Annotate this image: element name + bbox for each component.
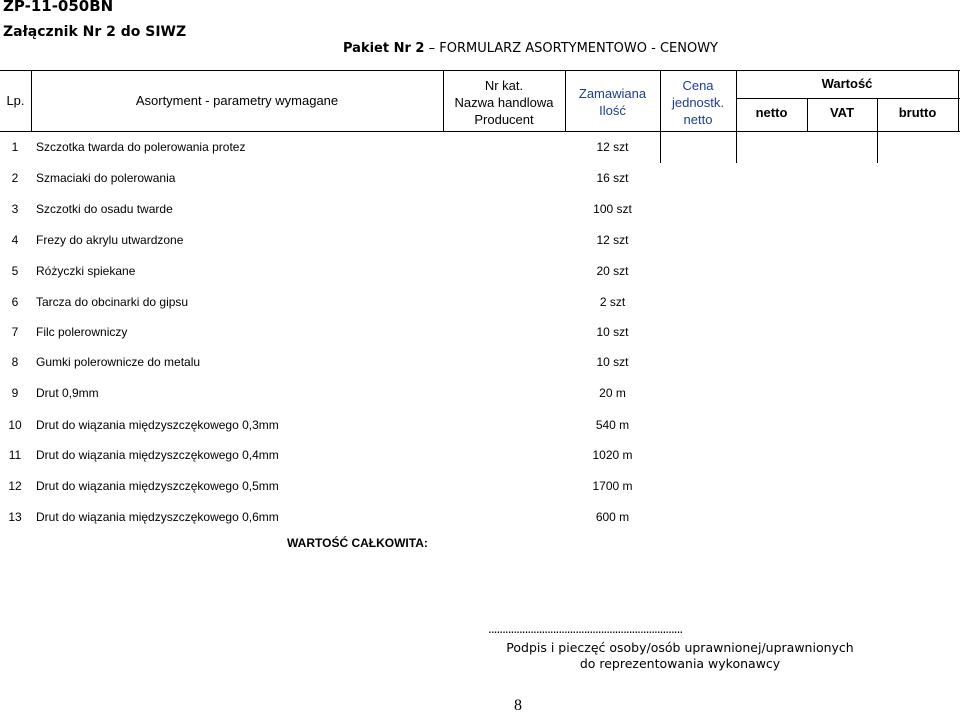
- row-quantity: 1020 m: [592, 448, 633, 462]
- annex-title: Załącznik Nr 2 do SIWZ: [3, 24, 187, 40]
- signature-caption: [480, 640, 880, 672]
- header-price-line3: netto: [683, 112, 713, 127]
- header-ordered-line2: Ilość: [599, 103, 626, 118]
- signature-caption-line2: do reprezentowania wykonawcy: [579, 656, 781, 671]
- row-lp: 13: [8, 510, 22, 524]
- row-lp: 2: [11, 171, 19, 185]
- row-quantity: 20 szt: [596, 264, 629, 278]
- row-item-name: Filc polerowniczy: [36, 325, 128, 339]
- header-catalog-line2: Nazwa handlowa: [454, 95, 554, 110]
- row-quantity: 16 szt: [596, 171, 629, 185]
- header-value-net: netto: [755, 105, 788, 120]
- row-item-name: Frezy do akrylu utwardzone: [36, 233, 184, 247]
- header-catalog: [443, 77, 565, 128]
- row-item-name: Drut do wiązania międzyszczękowego 0,5mm: [36, 479, 279, 493]
- row-quantity: 540 m: [595, 418, 630, 432]
- row-lp: 6: [11, 295, 19, 309]
- row-lp: 7: [11, 325, 19, 339]
- header-assortment: Asortyment - parametry wymagane: [135, 93, 339, 108]
- row-item-name: Drut do wiązania międzyszczękowego 0,6mm: [36, 510, 279, 524]
- row-item-name: Szczotki do osadu twarde: [36, 202, 173, 216]
- row-item-name: Tarcza do obcinarki do gipsu: [36, 295, 189, 309]
- header-catalog-line1: Nr kat.: [484, 78, 524, 93]
- row-lp: 11: [8, 448, 22, 462]
- row-lp: 10: [8, 418, 22, 432]
- header-price-line2: jednostk.: [671, 95, 725, 110]
- row-item-name: Szmaciaki do polerowania: [36, 171, 176, 185]
- signature-caption-line1: Podpis i pieczęć osoby/osób uprawnionej/uprawnionych: [506, 640, 854, 655]
- header-value-vat: VAT: [829, 105, 855, 120]
- document-code: ZP-11-050BN: [3, 0, 114, 15]
- row-item-name: Szczotka twarda do polerowania protez: [36, 140, 246, 154]
- header-ordered-line1: Zamawiana: [578, 86, 647, 101]
- row-quantity: 2 szt: [599, 295, 626, 309]
- signature-dotted-line: .....................................................................: [488, 622, 683, 636]
- total-value-label: WARTOŚĆ CAŁKOWITA:: [287, 536, 428, 550]
- header-unit-price: [660, 77, 736, 128]
- row-quantity: 12 szt: [596, 140, 629, 154]
- header-value: Wartość: [821, 76, 873, 91]
- row-quantity: 1700 m: [592, 479, 633, 493]
- header-ordered-qty: [565, 85, 660, 119]
- row-lp: 12: [8, 479, 22, 493]
- row-lp: 8: [11, 355, 19, 369]
- row-item-name: Drut do wiązania międzyszczękowego 0,3mm: [36, 418, 279, 432]
- row-lp: 9: [11, 386, 19, 400]
- header-lp: Lp.: [6, 93, 25, 108]
- header-catalog-line3: Producent: [474, 112, 534, 127]
- header-price-line1: Cena: [682, 78, 714, 93]
- row-item-name: Gumki polerownicze do metalu: [36, 355, 201, 369]
- package-form-name: – FORMULARZ ASORTYMENTOWO - CENOWY: [424, 41, 718, 56]
- package-number: Pakiet Nr 2: [343, 41, 425, 56]
- row-quantity: 10 szt: [596, 325, 629, 339]
- row-quantity: 20 m: [599, 386, 626, 400]
- row-lp: 4: [11, 233, 19, 247]
- row-quantity: 12 szt: [596, 233, 629, 247]
- row-lp: 5: [11, 264, 19, 278]
- row-item-name: Różyczki spiekane: [36, 264, 136, 278]
- row-item-name: Drut 0,9mm: [36, 386, 99, 400]
- row-quantity: 100 szt: [593, 202, 632, 216]
- row-quantity: 10 szt: [596, 355, 629, 369]
- package-title: [343, 41, 718, 56]
- header-value-gross: brutto: [898, 105, 937, 120]
- row-item-name: Drut do wiązania międzyszczękowego 0,4mm: [36, 448, 279, 462]
- row-lp: 3: [11, 202, 19, 216]
- row-quantity: 600 m: [595, 510, 630, 524]
- page-number: 8: [514, 697, 522, 714]
- row-lp: 1: [11, 140, 19, 154]
